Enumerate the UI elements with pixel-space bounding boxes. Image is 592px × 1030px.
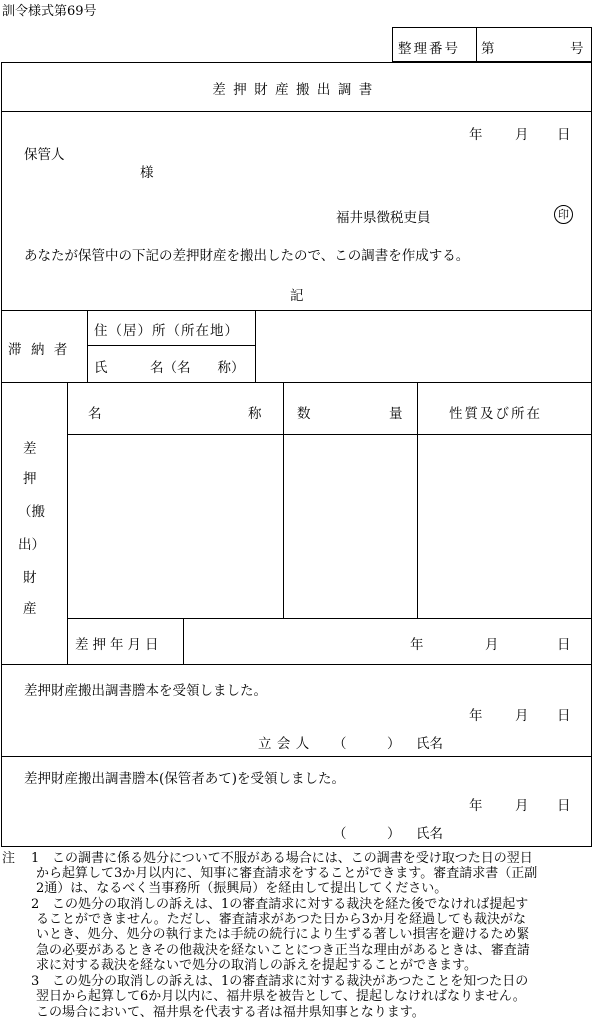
- form-id: 訓令様式第69号: [2, 4, 97, 19]
- doc-date-year: 年: [469, 127, 483, 143]
- main-form-frame: [1, 62, 592, 847]
- note-2-line-2: ることができません。ただし、審査請求があつた日から3か月を経過しても裁決がな: [36, 912, 527, 927]
- official-title: 福井県徴税吏員: [336, 210, 431, 226]
- property-side-label-1: 差: [23, 441, 37, 457]
- tainou-name-label-2: 名（名 称）: [150, 360, 245, 376]
- ki-text: 記: [290, 288, 304, 304]
- property-side-label-6: 産: [23, 601, 37, 617]
- note-1-line-1: この調書に係る処分について不服がある場合には、この調書を受け取つた日の翌日: [52, 851, 533, 866]
- receipt1-month: 月: [515, 708, 529, 724]
- seizure-date-label: 差押年月日: [75, 637, 163, 653]
- note-1-line-3: 2通）は、なるべく当事務所（振興局）を経由して提出してください。: [36, 881, 448, 896]
- note-1-line-2: から起算して3か月以内に、知事に審査請求をすることができます。審査請求書（正副: [36, 866, 538, 881]
- note-3-line-2: 翌日から起算して6か月以内に、福井県を被告として、提起しなければなりません。: [36, 989, 526, 1004]
- seizure-date-day: 日: [557, 637, 571, 653]
- receipt2-day: 日: [557, 798, 571, 814]
- note-1-num: 1: [31, 851, 40, 866]
- seal-mark: 印: [554, 205, 573, 224]
- note-2-num: 2: [31, 897, 40, 912]
- property-side-label-2: 押: [23, 471, 37, 487]
- receipt1-text: 差押財産搬出調書謄本を受領しました。: [24, 683, 267, 699]
- receipt2-paren: （ ）: [333, 826, 401, 842]
- note-3-line-3: この場合において、福井県を代表する者は福井県知事となります。: [36, 1005, 425, 1020]
- note-2-line-1: この処分の取消しの訴えは、1の審査請求に対する裁決を経た後でなければ提起す: [52, 897, 529, 912]
- note-3-line-1: この処分の取消しの訴えは、1の審査請求に対する裁決があつたことを知つた日の: [52, 974, 529, 989]
- receipt2-text: 差押財産搬出調書謄本(保管者あて)を受領しました。: [24, 771, 346, 787]
- col-name-left: 名: [88, 406, 102, 422]
- receipt2-month: 月: [515, 798, 529, 814]
- property-side-label-3: （搬: [18, 504, 45, 520]
- tainou-label: 滞納者: [8, 342, 77, 358]
- doc-date-month: 月: [515, 127, 529, 143]
- document-title: 差押財産搬出調書: [212, 82, 380, 98]
- statement-text: あなたが保管中の下記の差押財産を搬出したので、この調書を作成する。: [24, 248, 470, 264]
- tainou-address-label: 住（居）所（所在地）: [94, 323, 239, 339]
- receipt2-year: 年: [469, 798, 483, 814]
- receipt1-day: 日: [557, 708, 571, 724]
- receipt1-year: 年: [469, 708, 483, 724]
- hokan-label: 保管人: [24, 147, 65, 163]
- seizure-date-month: 月: [485, 637, 499, 653]
- property-side-label-4: 出）: [18, 537, 45, 553]
- receipt2-shimei: 氏名: [416, 826, 443, 842]
- seiri-dai: 第: [481, 41, 495, 57]
- note-3-num: 3: [31, 974, 40, 989]
- note-2-line-3: いとき、処分、処分の執行または手続の続行により生ずる著しい損害を避けるため緊: [36, 927, 530, 942]
- col-qty-left: 数: [297, 406, 311, 422]
- seizure-date-year: 年: [410, 637, 424, 653]
- col-name-right: 称: [248, 406, 262, 422]
- notes-label: 注: [2, 851, 16, 866]
- col-qty-right: 量: [389, 406, 403, 422]
- tainou-name-label-1: 氏: [94, 360, 108, 376]
- note-2-line-4: 急の必要があるときその他裁決を経ないことにつき正当な理由があるときは、審査請: [36, 943, 530, 958]
- seiri-label: 整理番号: [398, 41, 460, 57]
- property-side-label-5: 財: [23, 570, 37, 586]
- col-nature: 性質及び所在: [449, 406, 542, 422]
- doc-date-day: 日: [557, 127, 571, 143]
- receipt1-witness: 立会人: [258, 736, 315, 752]
- note-2-line-5: 求に対する裁決を経ないで処分の取消しの訴えを提起することができます。: [36, 958, 477, 973]
- receipt1-paren: （ ）: [333, 736, 401, 752]
- seiri-go: 号: [570, 41, 584, 57]
- hokan-sama: 様: [140, 165, 154, 181]
- receipt1-shimei: 氏名: [416, 736, 443, 752]
